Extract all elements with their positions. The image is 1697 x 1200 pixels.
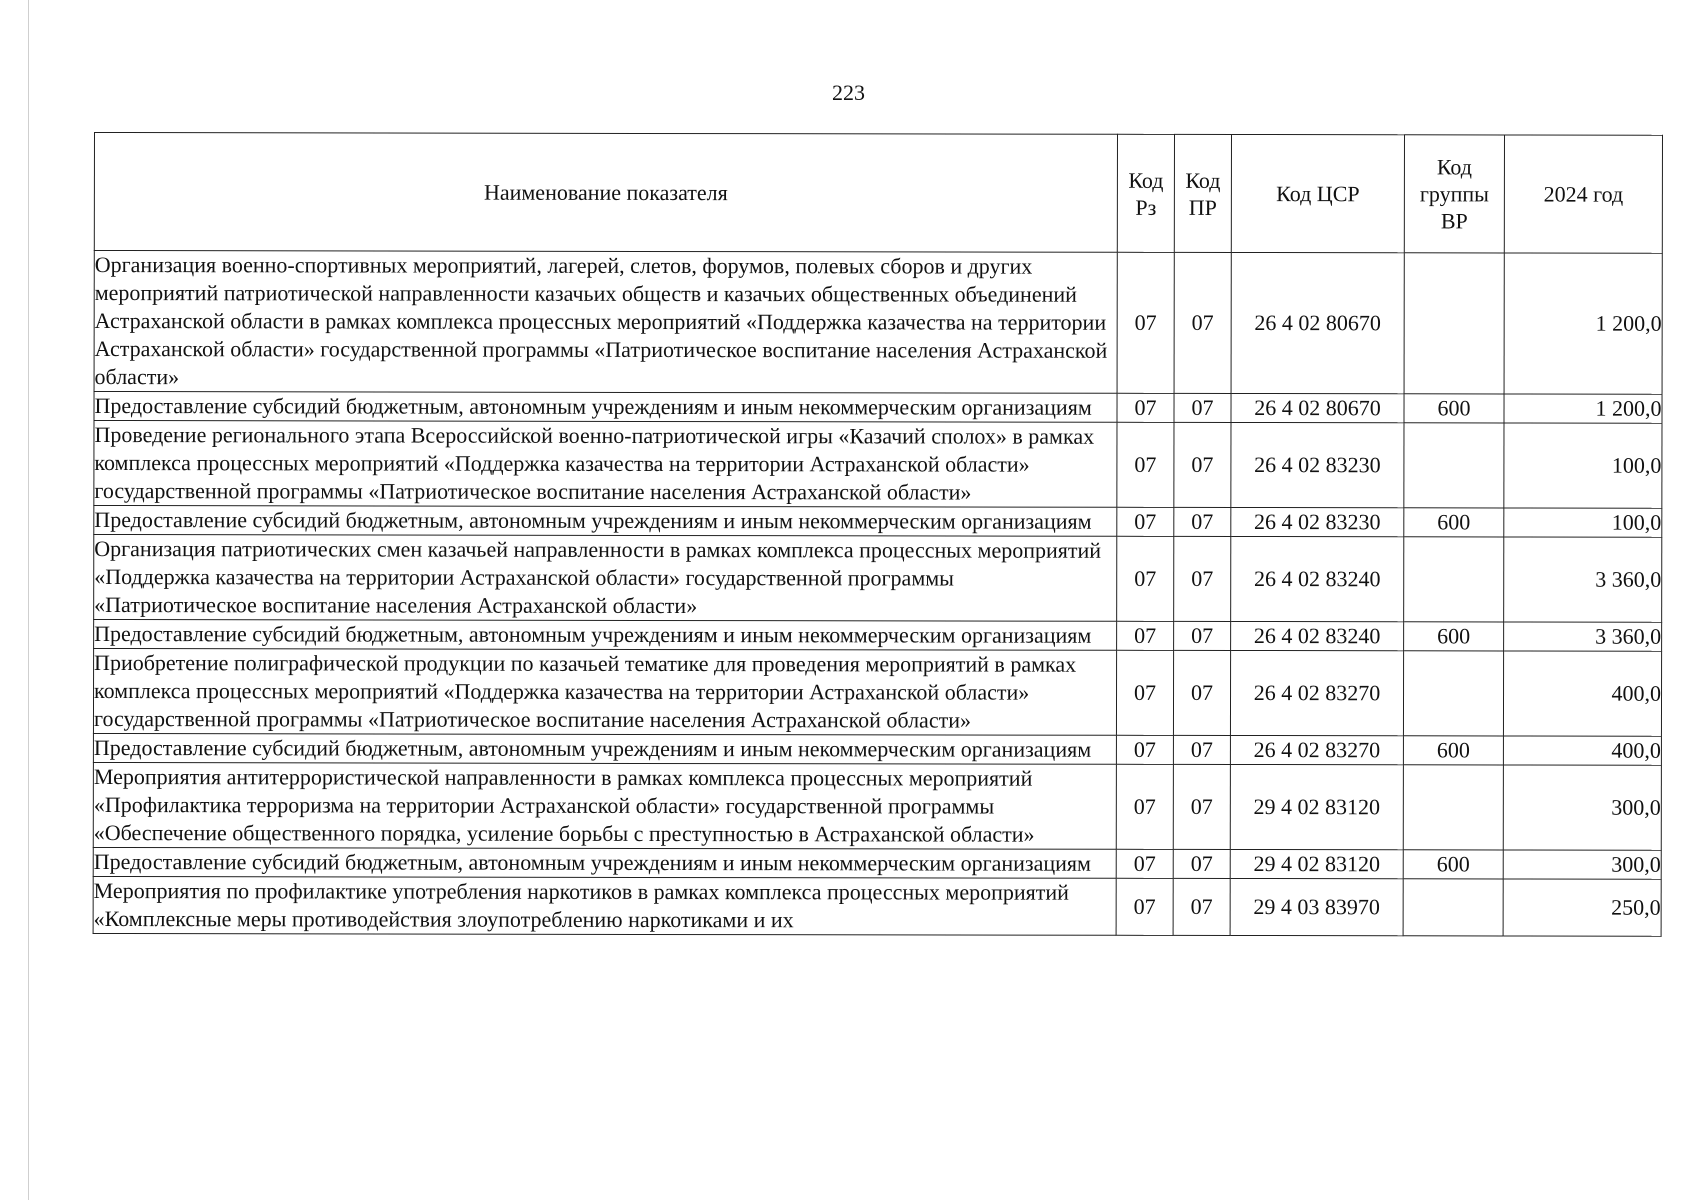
row-amount: 1 200,0 xyxy=(1504,394,1662,423)
row-vr xyxy=(1403,651,1503,736)
scan-edge-line xyxy=(28,0,29,1200)
row-rz: 07 xyxy=(1116,878,1173,935)
row-pr: 07 xyxy=(1174,393,1231,422)
row-csr: 26 4 02 83270 xyxy=(1230,650,1403,735)
table-header xyxy=(94,133,1662,254)
row-vr: 600 xyxy=(1404,508,1504,537)
row-csr: 26 4 02 83240 xyxy=(1231,621,1404,650)
row-rz: 07 xyxy=(1116,849,1173,878)
row-csr: 26 4 02 83270 xyxy=(1230,735,1403,764)
row-rz: 07 xyxy=(1117,393,1174,422)
row-amount: 250,0 xyxy=(1503,879,1661,936)
row-amount: 300,0 xyxy=(1503,850,1661,879)
row-csr: 26 4 02 83240 xyxy=(1231,536,1404,621)
table-row xyxy=(94,506,1662,538)
row-amount: 100,0 xyxy=(1504,508,1662,537)
row-pr: 07 xyxy=(1174,507,1231,536)
row-vr xyxy=(1403,879,1503,936)
row-csr: 26 4 02 80670 xyxy=(1231,393,1404,422)
row-name: Предоставление субсидий бюджетным, автономным учреждениям и иным некоммерческим организациям xyxy=(93,847,1116,878)
row-name: Предоставление субсидий бюджетным, автономным учреждениям и иным некоммерческим организациям xyxy=(94,392,1117,423)
row-name: Проведение регионального этапа Всероссийской военно-патриотической игры «Казачий сполох» в рамках комплекса процессных мероприятий «Поддержка казачества на территории Астраханской области» государственной программы «Патриотическое воспитание населения Астраханской области» xyxy=(94,421,1117,508)
row-pr: 07 xyxy=(1173,878,1230,935)
table-row xyxy=(94,421,1662,509)
row-vr: 600 xyxy=(1404,622,1504,651)
row-vr xyxy=(1404,423,1504,508)
row-pr: 07 xyxy=(1173,764,1230,849)
table-row xyxy=(93,876,1661,936)
table-row xyxy=(94,620,1662,652)
row-name: Мероприятия антитеррористической направленности в рамках комплекса процессных мероприятий «Профилактика терроризма на территории Астраханской области» государственной программы «Обеспечение общественного порядка, усиление борьбы с преступностью в Астраханской области» xyxy=(93,762,1116,849)
row-vr xyxy=(1403,765,1503,850)
table-row xyxy=(94,535,1662,623)
row-pr: 07 xyxy=(1174,252,1231,393)
row-amount: 3 360,0 xyxy=(1504,622,1662,651)
row-vr: 600 xyxy=(1403,850,1503,879)
row-name: Предоставление субсидий бюджетным, автономным учреждениям и иным некоммерческим организациям xyxy=(94,620,1117,651)
page-number: 223 xyxy=(832,80,865,105)
row-amount: 400,0 xyxy=(1503,651,1661,736)
row-pr: 07 xyxy=(1173,849,1230,878)
table-row xyxy=(93,847,1661,879)
row-amount: 3 360,0 xyxy=(1504,537,1662,622)
row-name: Мероприятия по профилактике употребления наркотиков в рамках комплекса процессных мероприятий «Комплексные меры противодействия злоупотреблению наркотиками и их xyxy=(93,876,1116,935)
row-rz: 07 xyxy=(1117,252,1174,393)
row-amount: 1 200,0 xyxy=(1504,253,1662,394)
budget-table xyxy=(93,132,1663,937)
row-rz: 07 xyxy=(1117,507,1174,536)
row-rz: 07 xyxy=(1117,536,1174,621)
row-name: Предоставление субсидий бюджетным, автономным учреждениям и иным некоммерческим организациям xyxy=(94,506,1117,537)
row-amount: 300,0 xyxy=(1503,765,1661,850)
row-rz: 07 xyxy=(1116,735,1173,764)
table-row xyxy=(93,762,1661,850)
header-row xyxy=(94,133,1662,254)
header-csr: Код ЦСР xyxy=(1231,134,1404,252)
row-csr: 29 4 03 83970 xyxy=(1230,878,1403,935)
table-row xyxy=(93,649,1661,737)
row-csr: 26 4 02 83230 xyxy=(1231,422,1404,507)
row-name: Организация военно-спортивных мероприятий, лагерей, слетов, форумов, полевых сборов и других мероприятий патриотической направленности казачьих обществ и казачьих общественных объединений Астраханской области в рамках комплекса процессных мероприятий «Поддержка казачества на территории Астраханской области» государственной программы «Патриотическое воспитание населения Астраханской области» xyxy=(94,251,1117,394)
row-amount: 100,0 xyxy=(1504,423,1662,508)
row-vr xyxy=(1404,537,1504,622)
row-name: Организация патриотических смен казачьей направленности в рамках комплекса процессных мероприятий «Поддержка казачества на территории Астраханской области» государственной программы «Патриотическое воспитание населения Астраханской области» xyxy=(94,535,1117,622)
row-name: Приобретение полиграфической продукции по казачьей тематике для проведения мероприятий в рамках комплекса процессных мероприятий «Поддержка казачества на территории Астраханской области» государственной программы «Патриотическое воспитание населения Астраханской области» xyxy=(93,649,1116,736)
row-rz: 07 xyxy=(1117,422,1174,507)
row-rz: 07 xyxy=(1116,650,1173,735)
row-csr: 26 4 02 83230 xyxy=(1231,507,1404,536)
row-name: Предоставление субсидий бюджетным, автономным учреждениям и иным некоммерческим организациям xyxy=(93,733,1116,764)
row-rz: 07 xyxy=(1116,764,1173,849)
table-row xyxy=(94,251,1662,395)
row-csr: 29 4 02 83120 xyxy=(1230,764,1403,849)
row-vr: 600 xyxy=(1404,394,1504,423)
row-pr: 07 xyxy=(1174,536,1231,621)
row-pr: 07 xyxy=(1174,621,1231,650)
row-pr: 07 xyxy=(1174,422,1231,507)
header-pr: Код ПР xyxy=(1174,134,1231,252)
header-name: Наименование показателя xyxy=(94,133,1117,253)
header-rz: Код Рз xyxy=(1117,134,1174,252)
row-amount: 400,0 xyxy=(1503,736,1661,765)
row-rz: 07 xyxy=(1117,621,1174,650)
table-row xyxy=(94,392,1662,424)
row-csr: 26 4 02 80670 xyxy=(1231,252,1404,393)
row-pr: 07 xyxy=(1173,650,1230,735)
row-pr: 07 xyxy=(1173,735,1230,764)
header-vr: Код группы ВР xyxy=(1404,135,1504,253)
row-vr: 600 xyxy=(1403,736,1503,765)
table-body xyxy=(93,251,1662,937)
header-year: 2024 год xyxy=(1504,135,1662,253)
row-vr xyxy=(1404,253,1504,394)
table-row xyxy=(93,733,1661,765)
row-csr: 29 4 02 83120 xyxy=(1230,849,1403,878)
